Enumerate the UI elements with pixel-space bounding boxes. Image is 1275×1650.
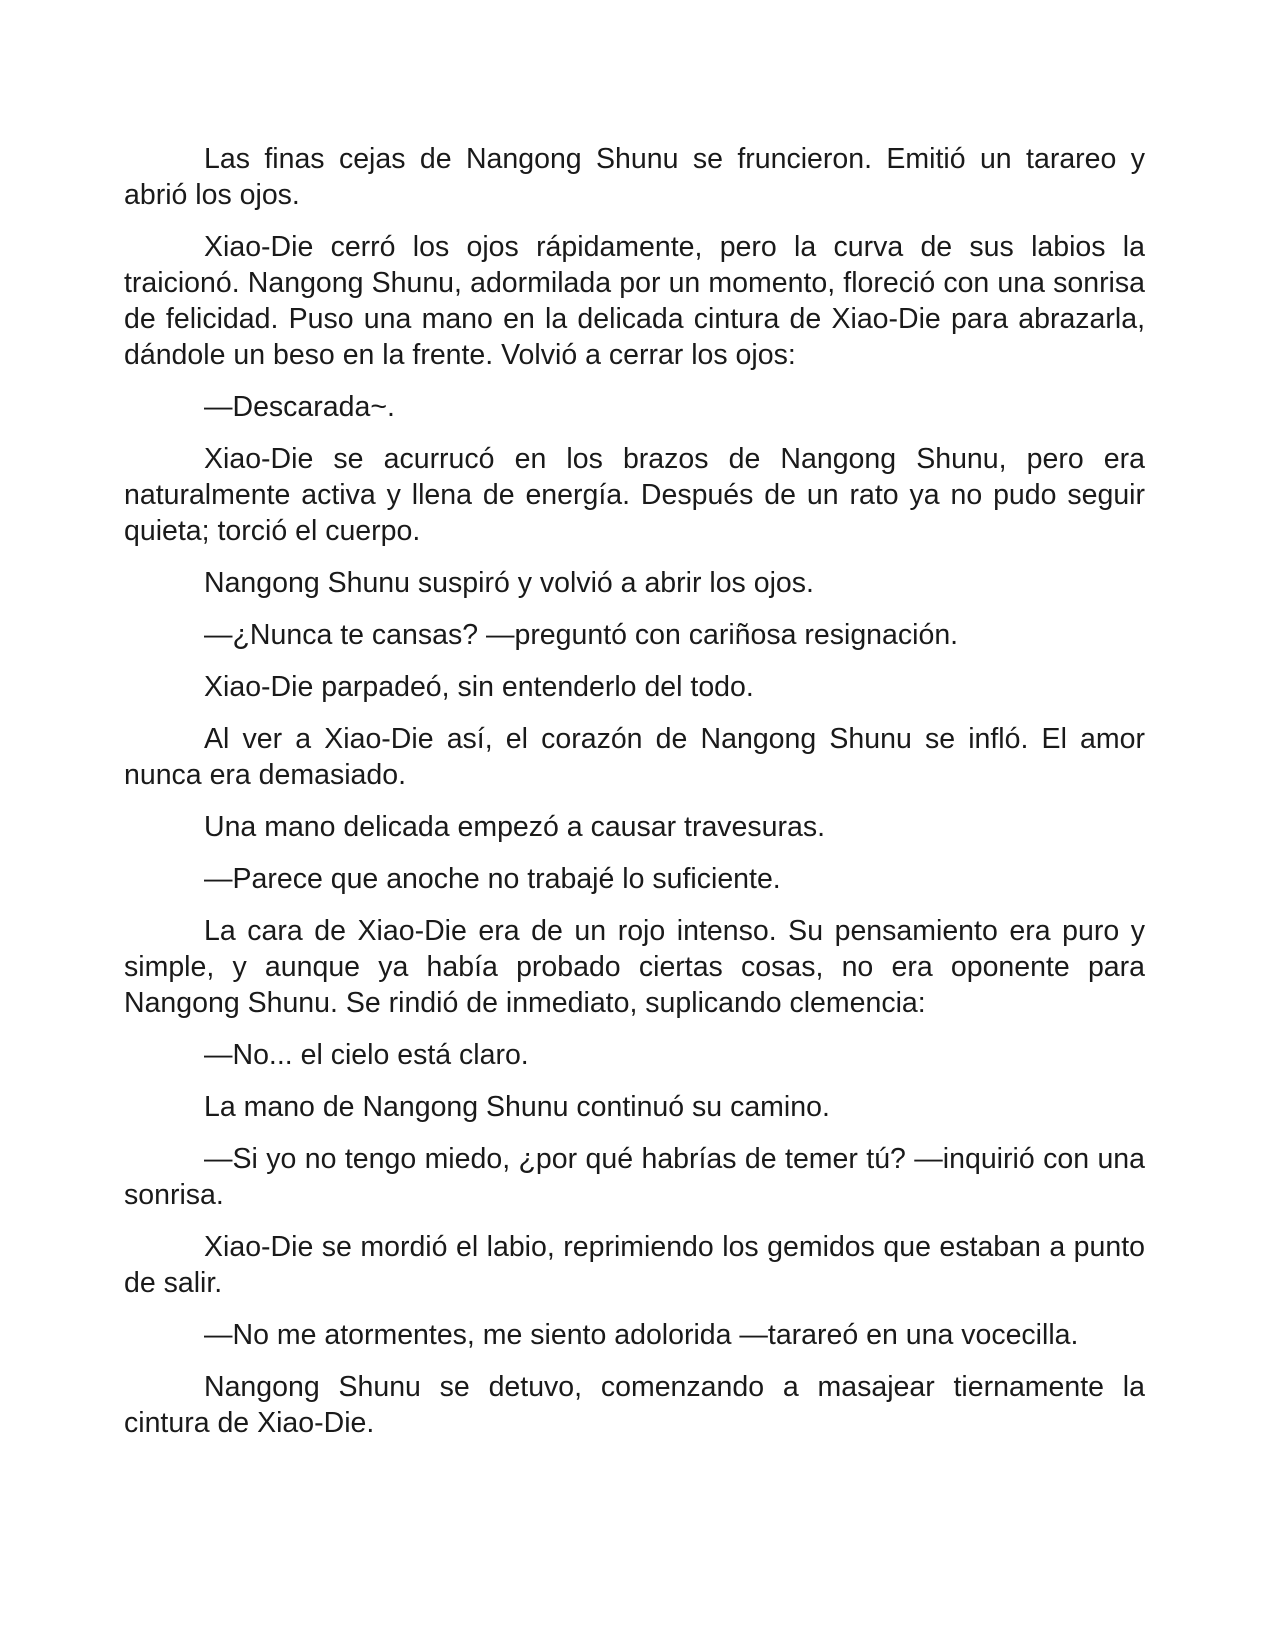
paragraph-14: —Si yo no tengo miedo, ¿por qué habrías de temer tú? —inquirió con una sonrisa. — [124, 1143, 1145, 1211]
paragraph-9: Una mano delicada empezó a causar travesuras. — [204, 811, 826, 843]
paragraph-7: Xiao-Die parpadeó, sin entenderlo del todo. — [204, 671, 754, 703]
paragraph-3: —Descarada~. — [204, 391, 395, 423]
paragraph-5: Nangong Shunu suspiró y volvió a abrir los ojos. — [204, 567, 814, 599]
paragraph-10: —Parece que anoche no trabajé lo suficiente. — [204, 863, 781, 895]
paragraph-1: Las finas cejas de Nangong Shunu se fruncieron. Emitió un tarareo y abrió los ojos. — [124, 143, 1145, 211]
paragraph-13: La mano de Nangong Shunu continuó su camino. — [204, 1091, 830, 1123]
paragraph-11: La cara de Xiao-Die era de un rojo intenso. Su pensamiento era puro y simple, y aunque ya había probado ciertas cosas, no era oponente para Nangong Shunu. Se rindió de inmediato, suplicando clemencia: — [124, 915, 1145, 1019]
paragraph-4: Xiao-Die se acurrucó en los brazos de Nangong Shunu, pero era naturalmente activa y llena de energía. Después de un rato ya no pudo seguir quieta; torció el cuerpo. — [124, 443, 1145, 547]
paragraph-2: Xiao-Die cerró los ojos rápidamente, pero la curva de sus labios la traicionó. Nangong Shunu, adormilada por un momento, floreció con una sonrisa de felicidad. Puso una mano en la delicada cintura de Xiao-Die para abrazarla, dándole un beso en la frente. Volvió a cerrar los ojos: — [124, 231, 1145, 371]
document-page — [124, 141, 1145, 1457]
paragraph-6: —¿Nunca te cansas? —preguntó con cariñosa resignación. — [204, 619, 959, 651]
paragraph-16: —No me atormentes, me siento adolorida —tarareó en una vocecilla. — [204, 1319, 1079, 1351]
paragraph-8: Al ver a Xiao-Die así, el corazón de Nangong Shunu se infló. El amor nunca era demasiado. — [124, 723, 1145, 791]
paragraph-17: Nangong Shunu se detuvo, comenzando a masajear tiernamente la cintura de Xiao-Die. — [124, 1371, 1145, 1439]
paragraph-15: Xiao-Die se mordió el labio, reprimiendo los gemidos que estaban a punto de salir. — [124, 1231, 1145, 1299]
paragraph-12: —No... el cielo está claro. — [204, 1039, 529, 1071]
